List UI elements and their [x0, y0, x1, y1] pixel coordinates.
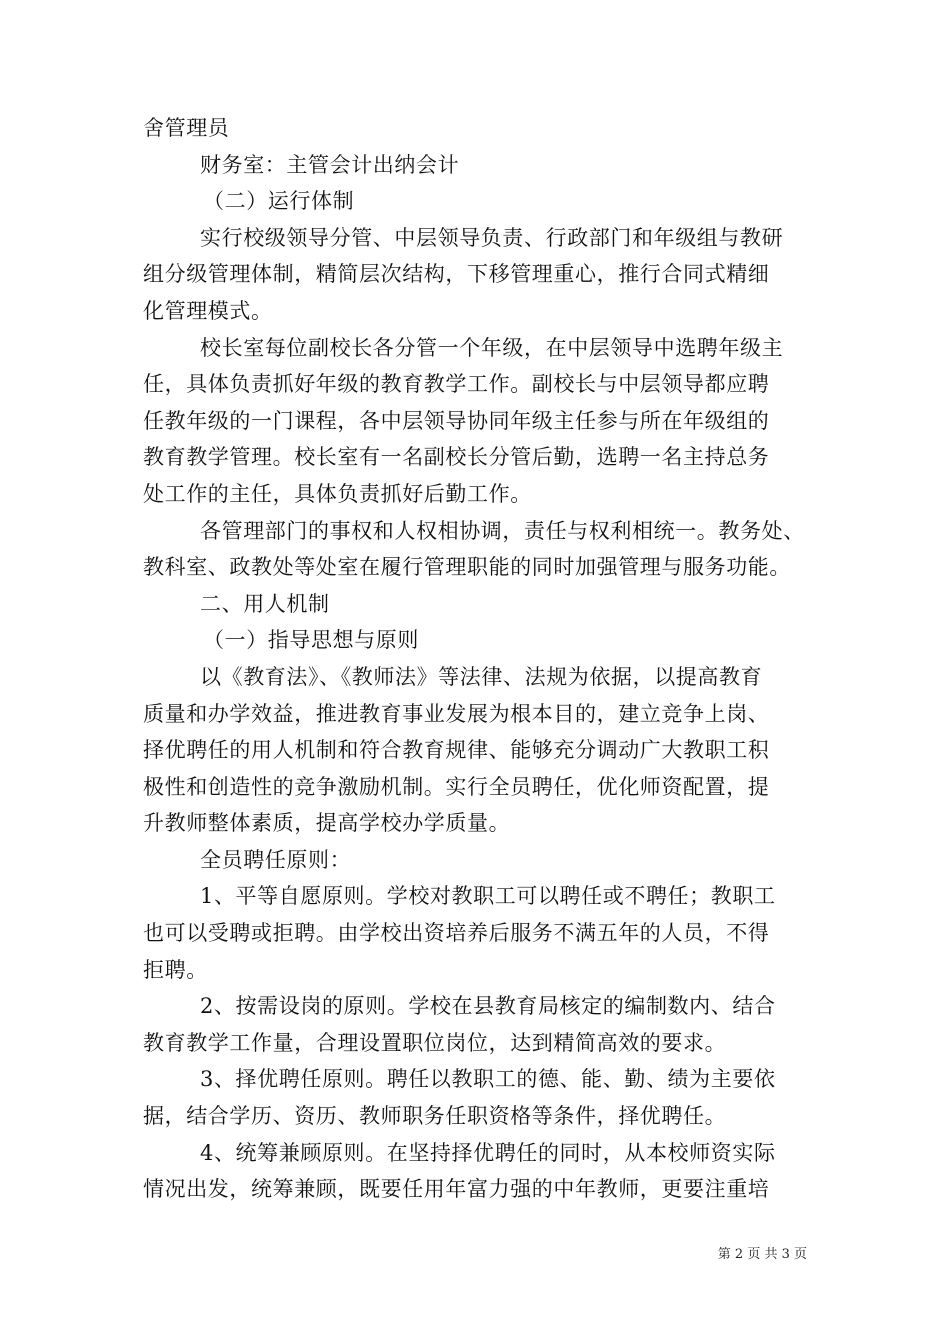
text-line: 化管理模式。	[143, 298, 273, 323]
text-line: （一）指导思想与原则	[203, 628, 419, 653]
text-line: 任教年级的一门课程，各中层领导协同年级主任参与所在年级组的	[143, 408, 770, 433]
text-line: 1、平等自愿原则。学校对教职工可以聘任或不聘任；教职工	[200, 884, 776, 909]
text-line: 全员聘任原则：	[200, 847, 352, 872]
text-line: 以《教育法》、《教师法》等法律、法规为依据，以提高教育	[200, 664, 763, 689]
text-line: 教育教学工作量，合理设置职位岗位，达到精简高效的要求。	[143, 1030, 727, 1055]
text-line: 组分级管理体制，精简层次结构，下移管理重心，推行合同式精细	[143, 262, 770, 287]
text-line: 3、择优聘任原则。聘任以教职工的德、能、勤、绩为主要依	[200, 1067, 776, 1092]
text-line: 校长室每位副校长各分管一个年级，在中层领导中选聘年级主	[200, 335, 784, 360]
text-line: 升教师整体素质，提高学校办学质量。	[143, 811, 511, 836]
text-line: 情况出发，统筹兼顾，既要任用年富力强的中年教师，更要注重培	[143, 1177, 770, 1202]
text-line: 舍管理员	[143, 116, 230, 140]
text-line: 4、统筹兼顾原则。在坚持择优聘任的同时，从本校师资实际	[200, 1140, 776, 1165]
text-line: 处工作的主任，具体负责抓好后勤工作。	[143, 481, 532, 506]
text-line: 据，结合学历、资历、教师职务任职资格等条件，择优聘任。	[143, 1104, 727, 1129]
text-line: （二）运行体制	[203, 189, 355, 214]
text-line: 也可以受聘或拒聘。由学校出资培养后服务不满五年的人员，不得	[143, 921, 770, 946]
text-line: 财务室：主管会计出纳会计	[200, 152, 460, 177]
text-line: 质量和办学效益，推进教育事业发展为根本目的，建立竞争上岗、	[143, 701, 770, 726]
page-footer: 第 2 页 共 3 页	[717, 1247, 807, 1262]
text-line: 任，具体负责抓好年级的教育教学工作。副校长与中层领导都应聘	[143, 372, 770, 397]
document-body	[143, 110, 808, 1208]
text-line: 2、按需设岗的原则。学校在县教育局核定的编制数内、结合	[200, 994, 776, 1019]
text-line: 教科室、政教处等处室在履行管理职能的同时加强管理与服务功能。	[143, 555, 791, 580]
text-line: 二、用人机制	[200, 591, 330, 616]
text-line: 教育教学管理。校长室有一名副校长分管后勤，选聘一名主持总务	[143, 445, 770, 470]
text-line: 拒聘。	[143, 957, 208, 982]
text-line: 极性和创造性的竞争激励机制。实行全员聘任，优化师资配置，提	[143, 774, 770, 799]
text-line: 各管理部门的事权和人权相协调，责任与权利相统一。教务处、	[200, 518, 805, 543]
text-line: 实行校级领导分管、中层领导负责、行政部门和年级组与教研	[200, 225, 784, 250]
text-line: 择优聘任的用人机制和符合教育规律、能够充分调动广大教职工积	[143, 738, 770, 763]
